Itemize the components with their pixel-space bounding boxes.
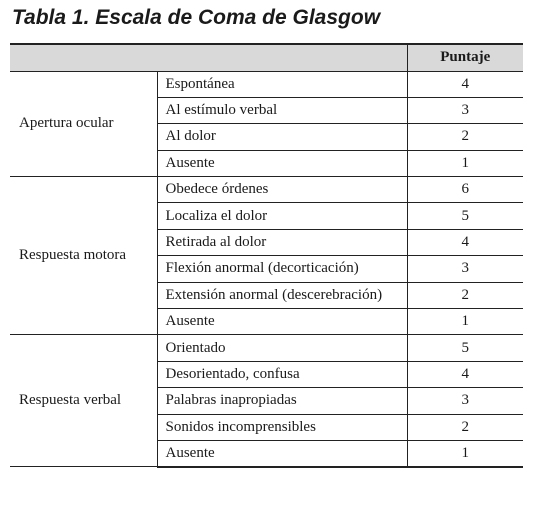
table-row: [10, 177, 523, 203]
header-empty-cell: [10, 44, 407, 71]
glasgow-coma-scale-table: [10, 43, 523, 468]
criterion-cell: Espontánea: [157, 71, 407, 97]
score-cell: 3: [407, 388, 523, 414]
score-cell: 6: [407, 177, 523, 203]
table-row: [10, 335, 523, 361]
group-label: Respuesta verbal: [10, 335, 157, 467]
criterion-cell: Ausente: [157, 309, 407, 335]
table-title: Tabla 1. Escala de Coma de Glasgow: [12, 6, 381, 29]
score-cell: 2: [407, 124, 523, 150]
score-cell: 2: [407, 282, 523, 308]
criterion-cell: Al dolor: [157, 124, 407, 150]
criterion-cell: Obedece órdenes: [157, 177, 407, 203]
criterion-cell: Flexión anormal (decorticación): [157, 256, 407, 282]
criterion-cell: Ausente: [157, 440, 407, 466]
score-cell: 4: [407, 229, 523, 255]
criterion-cell: Ausente: [157, 150, 407, 176]
score-cell: 5: [407, 335, 523, 361]
criterion-cell: Al estímulo verbal: [157, 97, 407, 123]
criterion-cell: Retirada al dolor: [157, 229, 407, 255]
score-cell: 1: [407, 309, 523, 335]
score-cell: 4: [407, 71, 523, 97]
criterion-cell: Localiza el dolor: [157, 203, 407, 229]
table-body: [10, 44, 523, 467]
group-label: Respuesta motora: [10, 177, 157, 335]
header-score: Puntaje: [407, 44, 523, 71]
score-cell: 1: [407, 150, 523, 176]
criterion-cell: Orientado: [157, 335, 407, 361]
criterion-cell: Sonidos incomprensibles: [157, 414, 407, 440]
score-cell: 3: [407, 256, 523, 282]
score-cell: 3: [407, 97, 523, 123]
group-label: Apertura ocular: [10, 71, 157, 177]
table-row: [10, 71, 523, 97]
criterion-cell: Extensión anormal (descerebración): [157, 282, 407, 308]
score-cell: 5: [407, 203, 523, 229]
score-cell: 2: [407, 414, 523, 440]
score-cell: 4: [407, 361, 523, 387]
score-cell: 1: [407, 440, 523, 466]
criterion-cell: Desorientado, confusa: [157, 361, 407, 387]
criterion-cell: Palabras inapropiadas: [157, 388, 407, 414]
table-header-row: [10, 44, 523, 71]
